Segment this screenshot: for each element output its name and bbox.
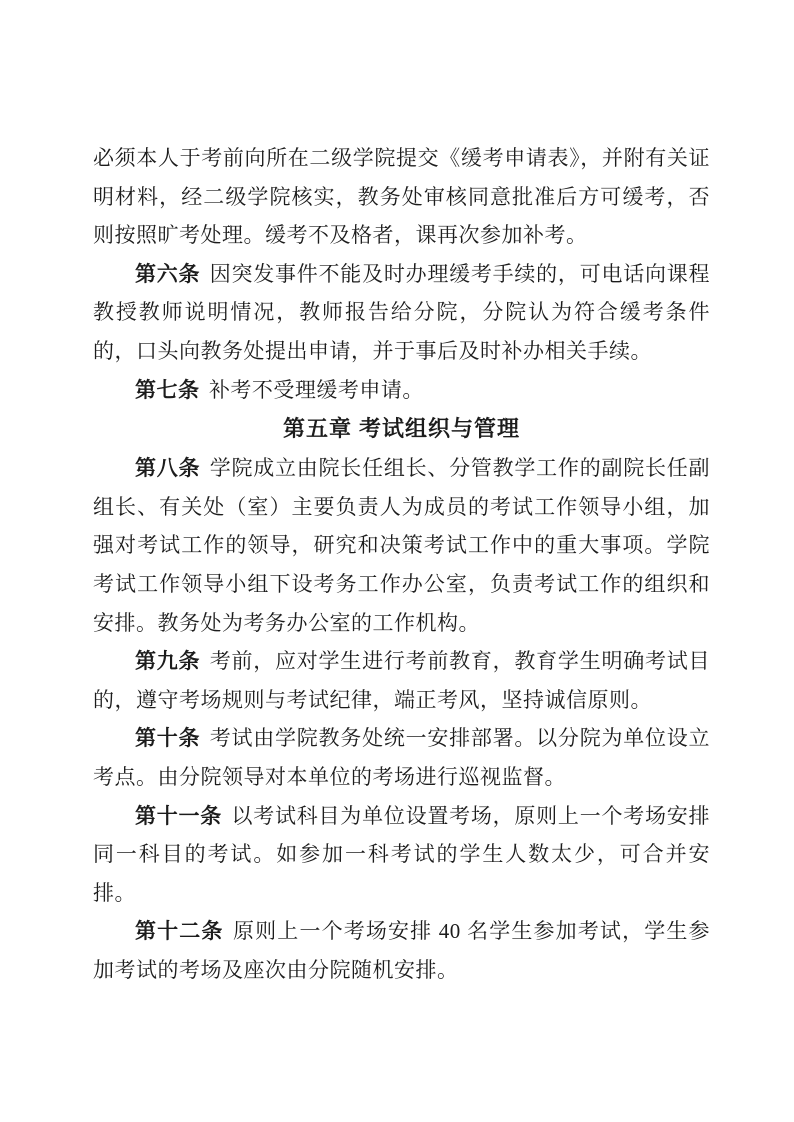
- document-content: [93, 139, 710, 989]
- article-paragraph-7: [93, 371, 710, 410]
- article-text: 补考不受理缓考申请。: [208, 377, 424, 402]
- article-lead: 第九条: [135, 649, 201, 674]
- article-paragraph-9: [93, 642, 710, 719]
- intro-paragraph: 必须本人于考前向所在二级学院提交《缓考申请表》，并附有关证明材料，经二级学院核实，教务处审核同意批准后方可缓考，否则按照旷考处理。缓考不及格者，课再次参加补考。: [93, 146, 710, 248]
- article-lead: 第六条: [135, 261, 201, 286]
- article-text: 以考试科目为单位设置考场，原则上一个考场安排同一科目的考试。如参加一科考试的学生人数太少，可合并安排。: [93, 803, 711, 905]
- article-lead: 第七条: [135, 377, 200, 402]
- article-text: 考试由学院教务处统一安排部署。以分院为单位设立考点。由分院领导对本单位的考场进行巡视监督。: [93, 726, 711, 789]
- article-paragraph-8: [93, 449, 710, 642]
- article-text: 考前，应对学生进行考前教育，教育学生明确考试目的，遵守考场规则与考试纪律，端正考风，坚持诚信原则。: [93, 649, 711, 712]
- article-text: 原则上一个考场安排 40 名学生参加考试，学生参加考试的考场及座次由分院随机安排。: [93, 919, 711, 982]
- article-text: 学院成立由院长任组长、分管教学工作的副院长任副组长、有关处（室）主要负责人为成员的考试工作领导小组，加强对考试工作的领导，研究和决策考试工作中的重大事项。学院考试工作领导小组下设考务工作办公室，负责考试工作的组织和安排。教务处为考务办公室的工作机构。: [93, 456, 711, 635]
- article-lead: 第十一条: [135, 803, 223, 828]
- article-lead: 第十条: [135, 726, 201, 751]
- article-paragraph-11: [93, 797, 710, 913]
- article-paragraph-12: [93, 912, 710, 989]
- article-paragraph-10: [93, 719, 710, 796]
- article-paragraph-6: [93, 255, 710, 371]
- article-lead: 第八条: [135, 456, 201, 481]
- chapter-heading: 第五章 考试组织与管理: [282, 416, 521, 442]
- article-lead: 第十二条: [135, 919, 224, 944]
- article-text: 因突发事件不能及时办理缓考手续的，可电话向课程教授教师说明情况，教师报告给分院，分院认为符合缓考条件的，口头向教务处提出申请，并于事后及时补办相关手续。: [93, 261, 711, 363]
